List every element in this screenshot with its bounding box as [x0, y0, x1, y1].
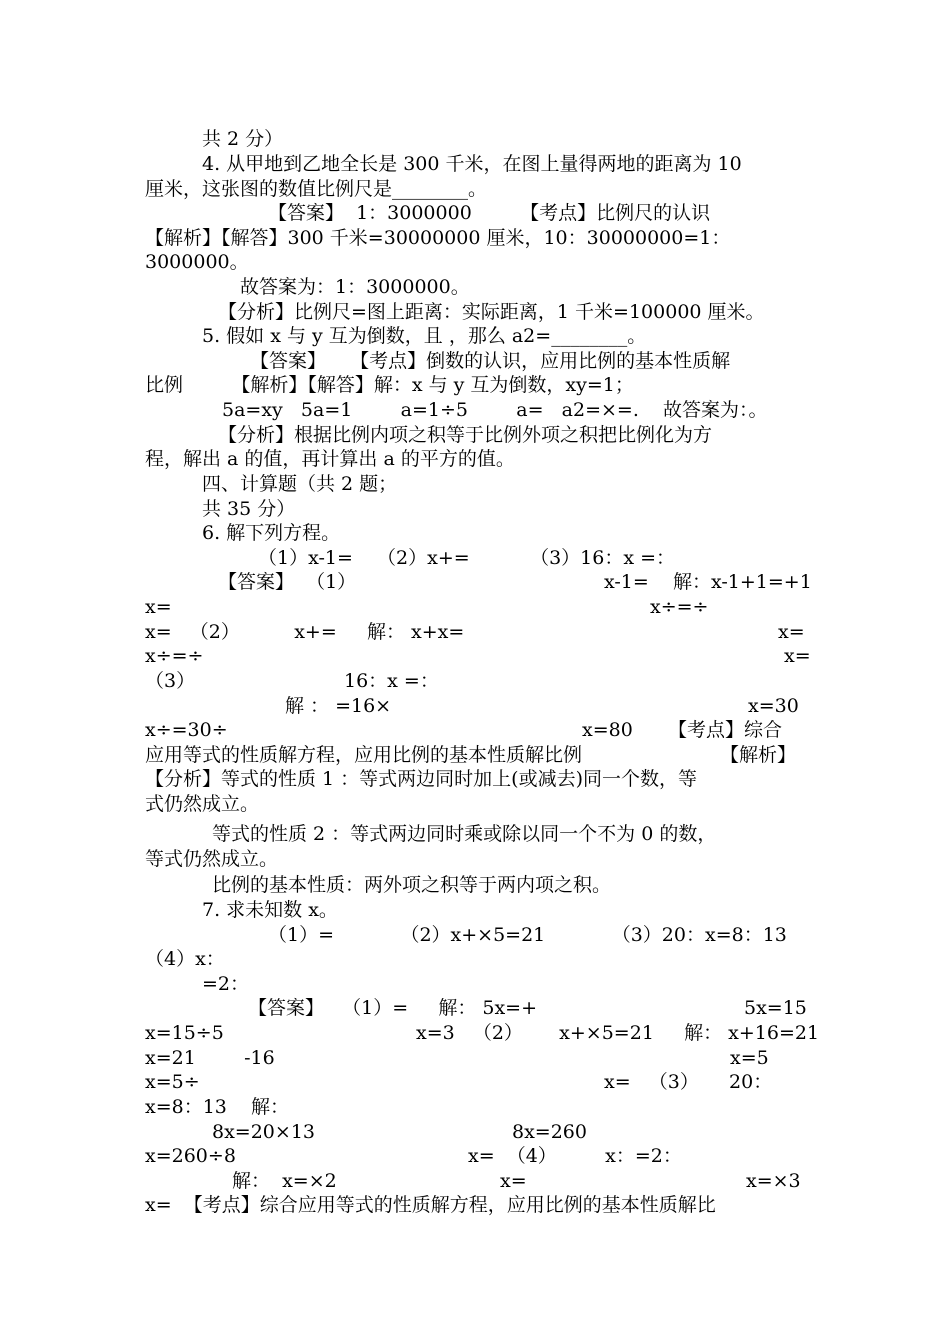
- text-line: 故答案为：1：3000000。: [240, 276, 470, 298]
- text-line: x=×3: [746, 1170, 801, 1192]
- text-line: 【解析】: [720, 744, 797, 766]
- text-line: x=5: [730, 1047, 769, 1069]
- text-line: x= （4） x：=2：: [468, 1145, 682, 1167]
- text-line: 5x=15: [744, 997, 807, 1019]
- text-line: 等式仍然成立。: [145, 848, 279, 870]
- text-line: x=30: [748, 695, 799, 717]
- text-line: x÷=÷: [145, 645, 204, 667]
- text-line: 16：x =：: [344, 670, 439, 692]
- question-5-line: 5. 假如 x 与 y 互为倒数，且 ，那么 a2=________。: [202, 325, 647, 347]
- section-heading: 四、计算题（共 2 题；: [202, 473, 398, 495]
- text-line: （1）x-1= （2）x+= （3）16：x =：: [258, 547, 676, 569]
- text-line: 【考点】综合: [668, 719, 783, 741]
- analysis-line: 【分析】比例尺=图上距离：实际距离，1 千米=100000 厘米。: [218, 301, 765, 323]
- analysis-line: 【分析】根据比例内项之积等于比例外项之积把比例化为方: [218, 424, 713, 446]
- answer-line: 【答案】 （1）: [218, 571, 357, 593]
- analysis-line: 【解析】【解答】300 千米=30000000 厘米，10：30000000=1：: [145, 227, 731, 249]
- text-line: 比例 【解析】【解答】解：x 与 y 互为倒数，xy=1；: [145, 374, 634, 396]
- text-line: 比例的基本性质：两外项之积等于两内项之积。: [212, 874, 612, 896]
- text-line: 共 2 分）: [202, 128, 284, 150]
- question-4-line: 4. 从甲地到乙地全长是 300 千米，在图上量得两地的距离为 10: [202, 153, 742, 175]
- text-line: x=260÷8: [145, 1145, 236, 1167]
- text-line: x=: [778, 621, 805, 643]
- text-line: 解： x=×2: [232, 1170, 337, 1192]
- text-line: x= 【考点】综合应用等式的性质解方程，应用比例的基本性质解比: [145, 1194, 716, 1216]
- text-line: x=3 （2） x+×5=21 解： x+16=21: [416, 1022, 820, 1044]
- question-7-line: 7. 求未知数 x。: [202, 899, 338, 921]
- text-line: x=80: [582, 719, 633, 741]
- text-line: 式仍然成立。: [145, 793, 260, 815]
- question-6-line: 6. 解下列方程。: [202, 522, 341, 544]
- text-line: 应用等式的性质解方程，应用比例的基本性质解比例: [145, 744, 583, 766]
- text-line: x-1= 解：x-1+1=+1: [604, 571, 812, 593]
- text-line: x=: [500, 1170, 527, 1192]
- text-line: =2：: [202, 973, 250, 995]
- answer-line: 【答案】 【考点】倒数的认识，应用比例的基本性质解: [250, 350, 731, 372]
- text-line: x÷=÷: [650, 596, 709, 618]
- text-line: 程，解出 a 的值，再计算出 a 的平方的值。: [145, 448, 515, 470]
- answer-line: 【答案】 1：3000000 【考点】比例尺的认识: [268, 202, 711, 224]
- text-line: 共 35 分）: [202, 498, 296, 520]
- text-line: x= （3） 20：: [604, 1071, 773, 1093]
- text-line: x÷=30÷: [145, 719, 228, 741]
- text-line: （4）x：: [145, 948, 225, 970]
- text-line: x=15÷5: [145, 1022, 224, 1044]
- text-line: 等式的性质 2 ：等式两边同时乘或除以同一个不为 0 的数，: [212, 823, 717, 845]
- text-line: 厘米，这张图的数值比例尺是________。: [145, 178, 488, 200]
- text-line: x= （2） x+= 解： x+x=: [145, 621, 465, 643]
- text-line: 3000000。: [145, 251, 249, 273]
- analysis-line: 【分析】等式的性质 1 ：等式两边同时加上(或减去)同一个数，等: [145, 768, 697, 790]
- text-line: x=8：13 解：: [145, 1096, 290, 1118]
- text-line: 8x=20×13: [212, 1121, 315, 1143]
- text-line: x=5÷: [145, 1071, 200, 1093]
- text-line: 8x=260: [512, 1121, 587, 1143]
- text-line: （3）: [145, 670, 196, 692]
- text-line: x=: [145, 596, 172, 618]
- text-line: （1）= （2）x+×5=21 （3）20：x=8：13: [268, 924, 787, 946]
- answer-line: 【答案】 （1）= 解： 5x=+: [248, 997, 538, 1019]
- text-line: x=21 -16: [145, 1047, 275, 1069]
- text-line: 解 ： =16×: [285, 695, 392, 717]
- text-line: 5a=xy 5a=1 a=1÷5 a= a2=×=. 故答案为：。: [222, 399, 768, 421]
- text-line: x=: [784, 645, 811, 667]
